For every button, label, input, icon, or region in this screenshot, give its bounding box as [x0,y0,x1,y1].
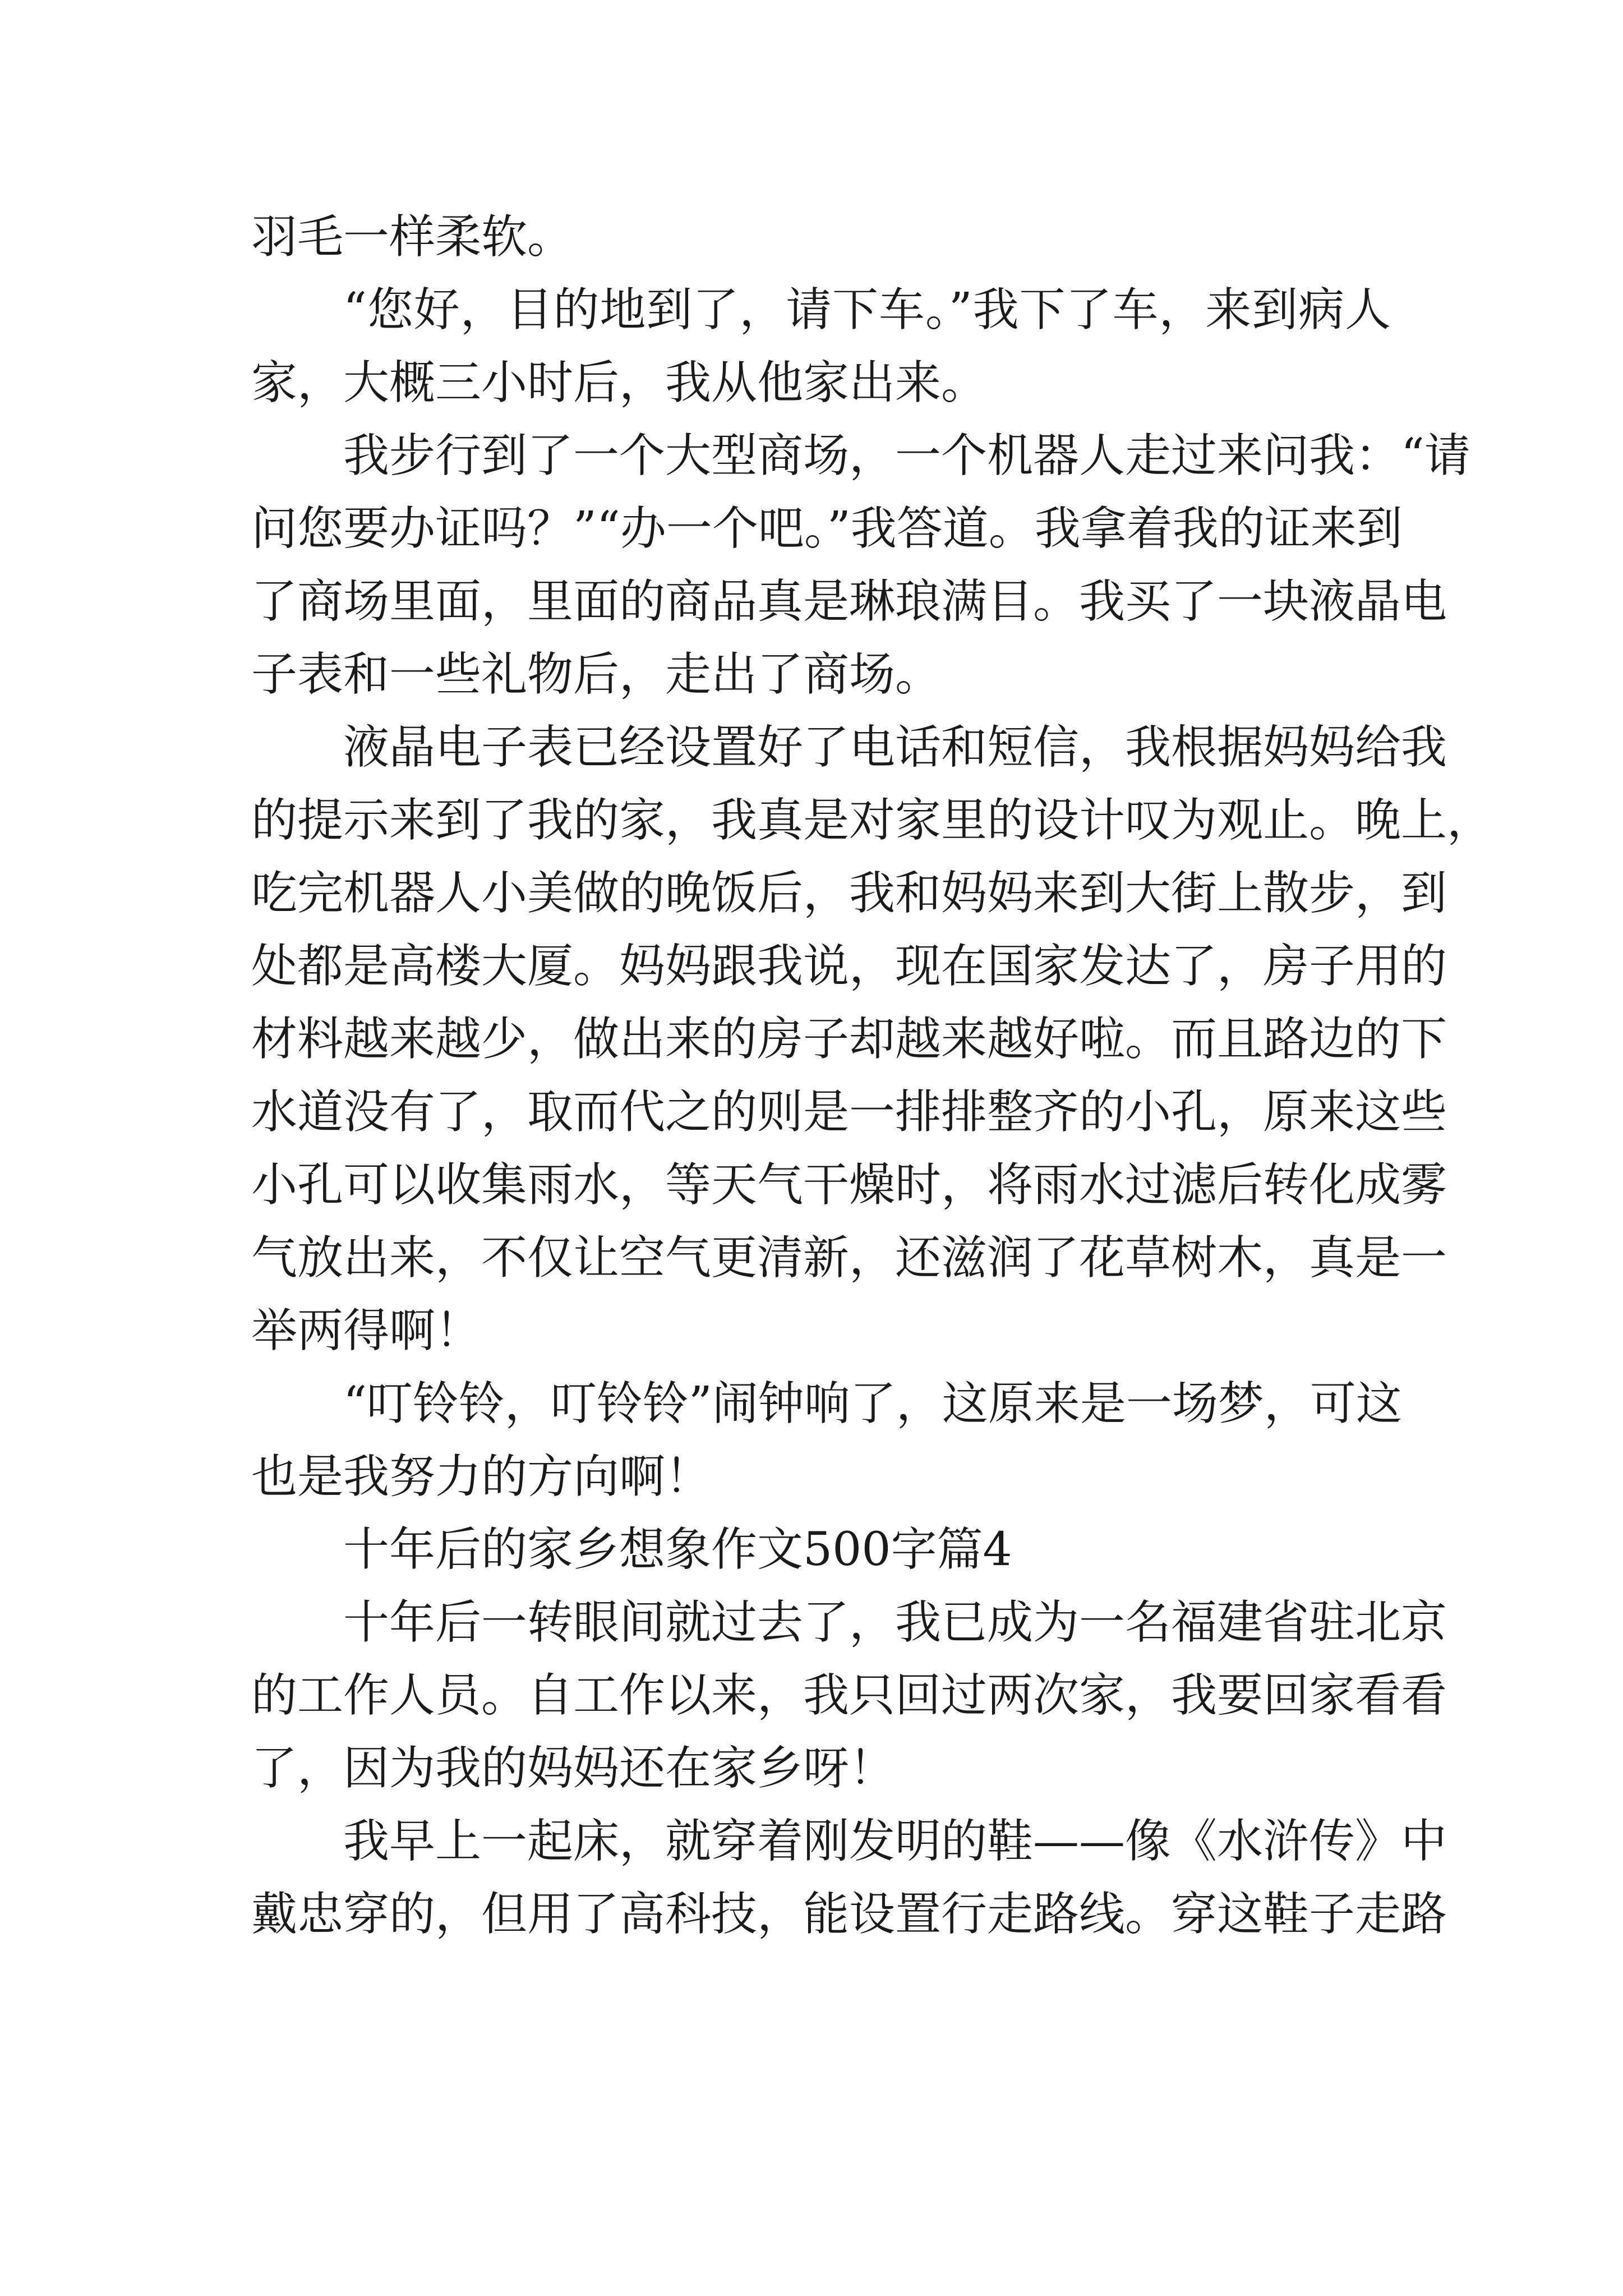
section-heading: 十年后的家乡想象作文500字篇4 [343,1523,1012,1576]
text-line: 吃完机器人小美做的晚饭后，我和妈妈来到大街上散步，到 [251,867,1447,920]
text-line: 的工作人员。自工作以来，我只回过两次家，我要回家看看 [251,1669,1447,1722]
text-line: 举两得啊！ [251,1304,482,1358]
text-line: 戴忠穿的，但用了高科技，能设置行走路线。穿这鞋子走路 [251,1888,1447,1941]
text-line: 我步行到了一个大型商场，一个机器人走过来问我：“请 [343,429,1470,482]
text-line: 小孔可以收集雨水，等天气干燥时，将雨水过滤后转化成雾 [251,1158,1447,1212]
document-body [251,201,1493,1951]
text-line: “您好，目的地到了，请下车。”我下了车，来到病人 [343,283,1391,337]
text-line: 了，因为我的妈妈还在家乡呀！ [251,1742,896,1795]
text-line: 水道没有了，取而代之的则是一排排整齐的小孔，原来这些 [251,1085,1447,1139]
text-line: 羽毛一样柔软。 [251,210,574,264]
text-line: 问您要办证吗？”“办一个吧。”我答道。我拿着我的证来到 [251,502,1403,555]
text-line: 我早上一起床，就穿着刚发明的鞋——像《水浒传》中 [343,1815,1447,1868]
text-line: 的提示来到了我的家，我真是对家里的设计叹为观止。晚上， [251,794,1493,847]
text-line: 子表和一些礼物后，走出了商场。 [251,648,942,701]
text-line: “叮铃铃，叮铃铃”闹钟响了，这原来是一场梦，可这 [343,1377,1402,1430]
text-line: 家，大概三小时后，我从他家出来。 [251,356,988,409]
text-line: 十年后一转眼间就过去了，我已成为一名福建省驻北京 [343,1596,1447,1649]
text-line: 液晶电子表已经设置好了电话和短信，我根据妈妈给我 [343,721,1447,774]
text-line: 材料越来越少，做出来的房子却越来越好啦。而且路边的下 [251,1013,1447,1066]
text-line: 了商场里面，里面的商品真是琳琅满目。我买了一块液晶电 [251,575,1447,628]
text-line: 处都是高楼大厦。妈妈跟我说，现在国家发达了，房子用的 [251,940,1447,993]
text-line: 气放出来，不仅让空气更清新，还滋润了花草树木，真是一 [251,1231,1447,1285]
text-line: 也是我努力的方向啊！ [251,1450,712,1503]
